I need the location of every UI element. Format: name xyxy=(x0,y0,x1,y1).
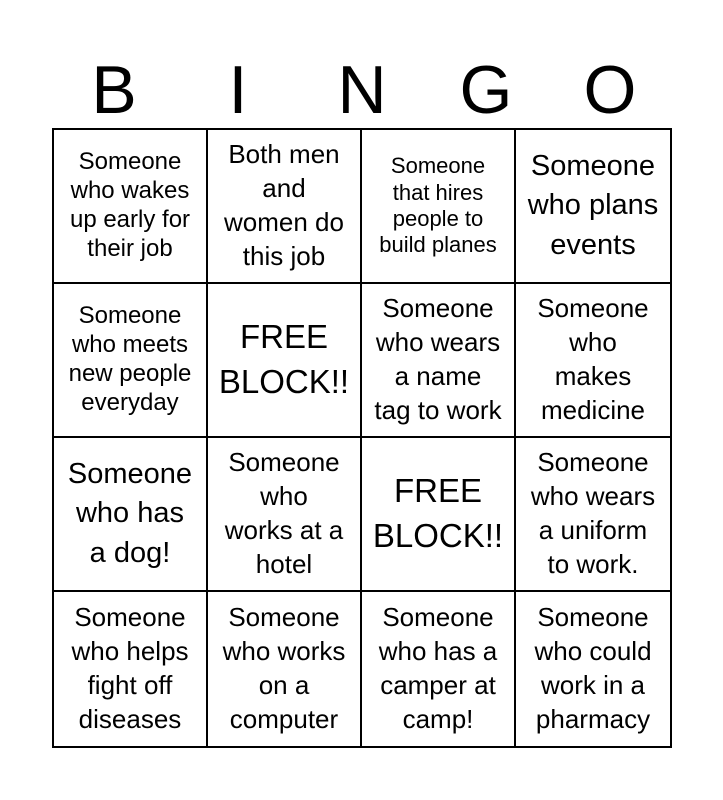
header-letter-b: B xyxy=(91,52,137,128)
header-letter-n: N xyxy=(337,52,387,128)
bingo-cell[interactable] xyxy=(54,284,208,438)
cell-text: Someone who works at a hotel xyxy=(224,447,344,579)
bingo-header xyxy=(52,50,672,130)
bingo-cell[interactable] xyxy=(362,130,516,284)
cell-text: Someone who wears a uniform to work. xyxy=(530,447,656,579)
cell-text: Someone who makes medicine xyxy=(537,293,649,425)
header-letter-i: I xyxy=(228,52,248,128)
cell-text: Someone who meets new people everyday xyxy=(68,302,192,416)
cell-text: Someone who helps fight off diseases xyxy=(71,602,189,734)
cell-text: Someone who has a dog! xyxy=(67,458,193,569)
bingo-board xyxy=(52,128,672,748)
cell-text: FREE BLOCK!! xyxy=(372,472,504,554)
cell-text: Both men and women do this job xyxy=(224,139,344,271)
bingo-cell[interactable] xyxy=(208,130,362,284)
bingo-cell[interactable] xyxy=(516,284,670,438)
bingo-cell[interactable] xyxy=(362,284,516,438)
cell-text: Someone who wears a name tag to work xyxy=(374,293,502,425)
cell-text: Someone that hires people to build planes xyxy=(379,153,497,258)
bingo-cell[interactable] xyxy=(54,438,208,592)
cell-text: FREE BLOCK!! xyxy=(218,318,350,400)
bingo-cell[interactable] xyxy=(208,592,362,746)
bingo-cell[interactable] xyxy=(208,438,362,592)
bingo-cell[interactable] xyxy=(54,130,208,284)
bingo-cell[interactable] xyxy=(362,592,516,746)
header-letter-o: O xyxy=(583,52,637,128)
header-letter-g: G xyxy=(459,52,513,128)
cell-text: Someone who plans events xyxy=(527,150,659,261)
free-space-cell[interactable] xyxy=(208,284,362,438)
bingo-cell[interactable] xyxy=(516,592,670,746)
bingo-cell[interactable] xyxy=(516,438,670,592)
cell-text: Someone who wakes up early for their job xyxy=(69,148,191,262)
bingo-cell[interactable] xyxy=(516,130,670,284)
cell-text: Someone who could work in a pharmacy xyxy=(534,602,652,734)
cell-text: Someone who works on a computer xyxy=(222,602,346,734)
bingo-cell[interactable] xyxy=(54,592,208,746)
cell-text: Someone who has a camper at camp! xyxy=(378,602,498,734)
free-space-cell[interactable] xyxy=(362,438,516,592)
